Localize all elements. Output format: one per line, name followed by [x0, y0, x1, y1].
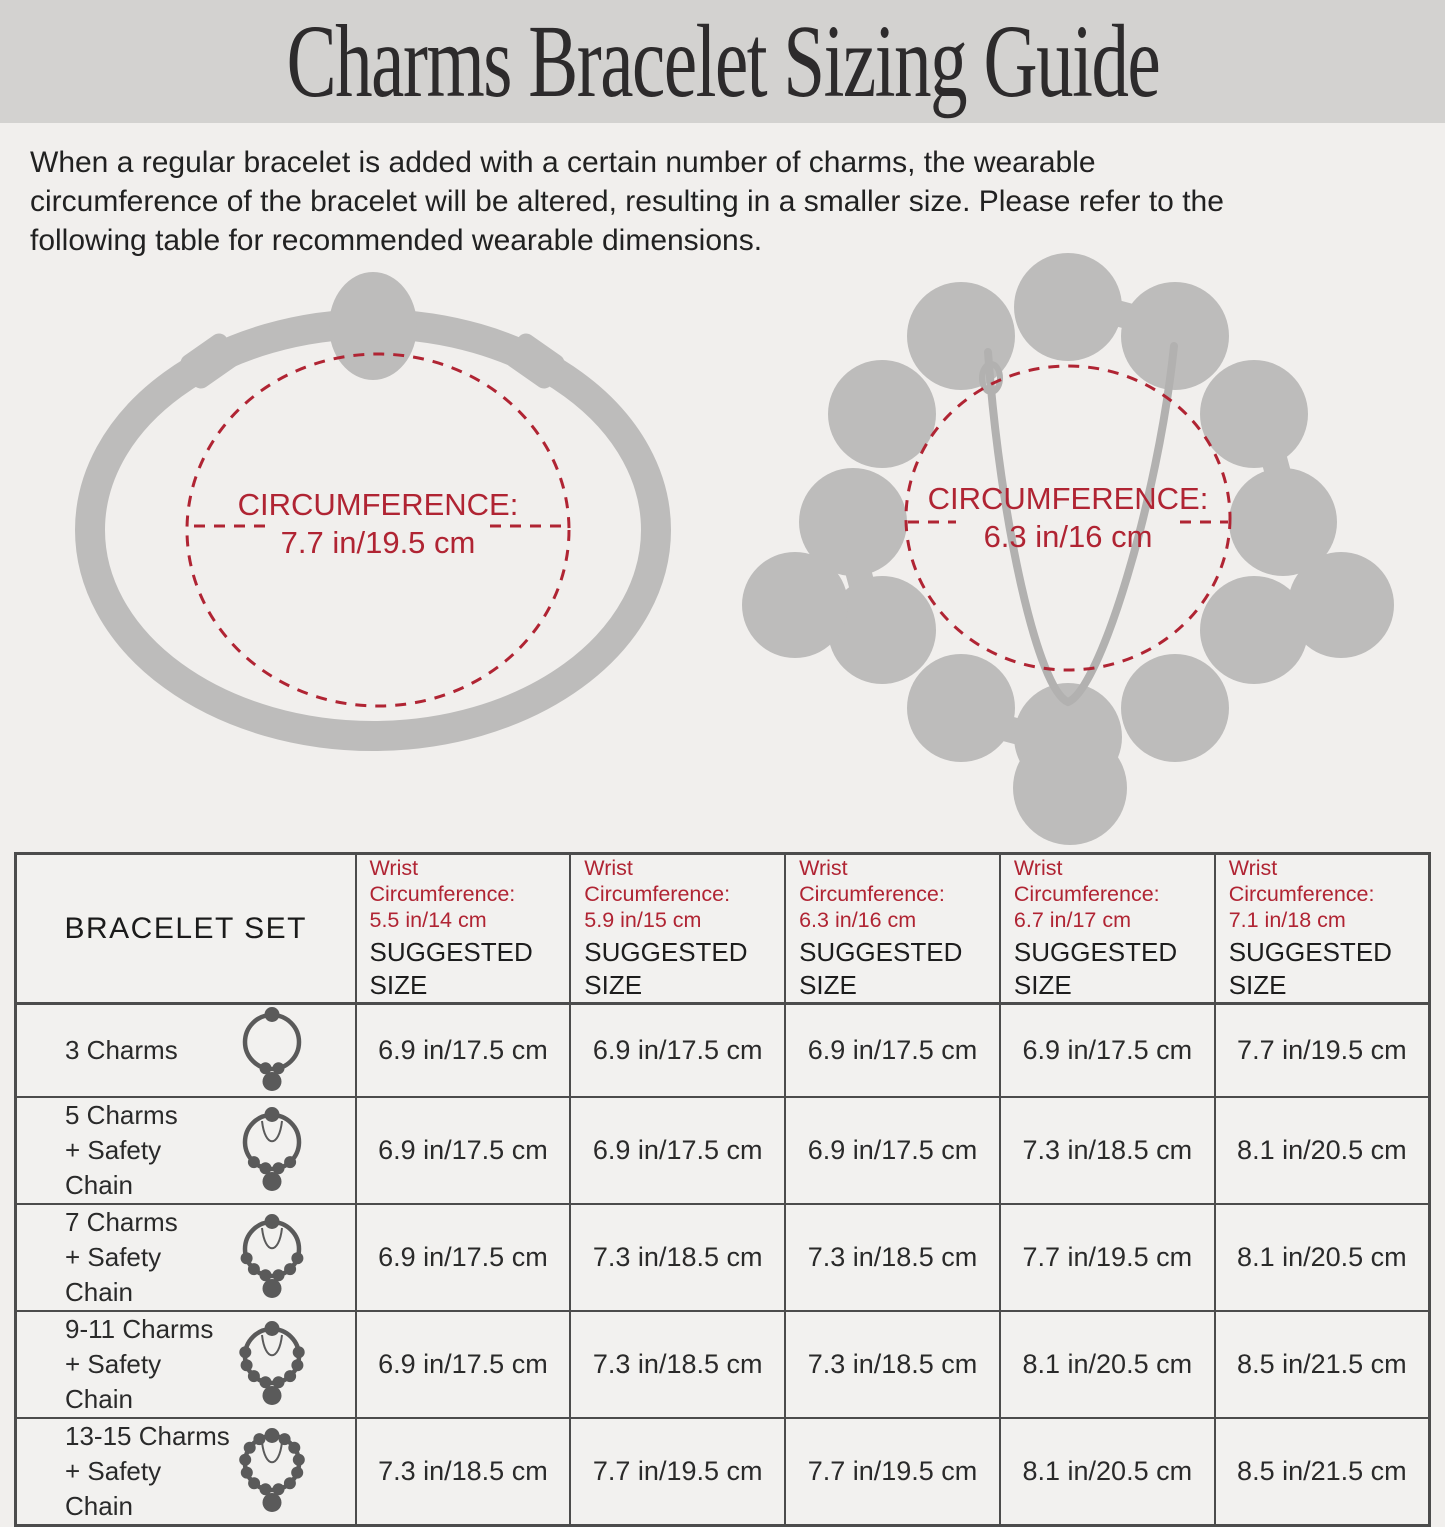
suggested-size-label: SUGGESTED SIZE	[1228, 937, 1392, 1000]
table-row	[16, 1097, 1430, 1204]
bracelet-set-label-line2: + Safety Chain	[65, 1455, 162, 1521]
table-header-row	[16, 854, 1430, 1004]
bracelet-clasp	[329, 272, 417, 380]
wrist-circumference-value: 6.7 in/17 cm	[1013, 908, 1132, 932]
intro-line: following table for recommended wearable dimensions.	[30, 224, 763, 257]
suggested-size-cell: 7.3 in/18.5 cm	[1000, 1097, 1215, 1204]
bracelet-set-label	[65, 1419, 233, 1524]
bracelet-set-label	[65, 1098, 233, 1203]
table-row	[16, 1418, 1430, 1526]
wrist-circumference-label: Wrist Circumference:	[1013, 856, 1160, 906]
suggested-size-cell: 6.9 in/17.5 cm	[356, 1204, 571, 1311]
suggested-size-cell: 6.9 in/17.5 cm	[356, 1004, 571, 1097]
circumference-label	[208, 486, 548, 562]
circumference-label-value: 6.3 in/16 cm	[983, 519, 1153, 554]
charm-bracelet-icon-art	[233, 1320, 311, 1408]
charm-bracelet-icon-art	[233, 1427, 311, 1515]
suggested-size-cell: 6.9 in/17.5 cm	[570, 1097, 785, 1204]
suggested-size-cell: 7.3 in/18.5 cm	[570, 1311, 785, 1418]
bracelet-set-label	[65, 1033, 178, 1068]
suggested-size-cell: 8.1 in/20.5 cm	[1000, 1311, 1215, 1418]
charm-bracelet-icon	[233, 1213, 311, 1301]
bracelet-set-label-line2: + Safety Chain	[65, 1241, 162, 1307]
wrist-column-header	[570, 854, 785, 1004]
illustrations	[0, 260, 1445, 852]
bracelet-set-label-line1: 5 Charms	[65, 1099, 178, 1130]
intro-line: circumference of the bracelet will be altered, resulting in a smaller size. Please refer to the	[30, 185, 1224, 218]
suggested-size-cell: 8.1 in/20.5 cm	[1000, 1418, 1215, 1526]
intro-line: When a regular bracelet is added with a certain number of charms, the wearable	[30, 146, 1096, 179]
wrist-circumference-label: Wrist Circumference:	[584, 856, 731, 906]
suggested-size-cell: 8.5 in/21.5 cm	[1215, 1311, 1430, 1418]
bracelet-set-label	[65, 1312, 233, 1417]
bracelet-set-label	[65, 1205, 233, 1310]
wrist-column-header	[1215, 854, 1430, 1004]
plain-bracelet-illustration	[58, 268, 678, 768]
bracelet-set-cell	[16, 1204, 356, 1311]
bracelet-set-label-line2: + Safety Chain	[65, 1134, 162, 1200]
charm-bracelet-icon-art	[233, 1006, 311, 1094]
suggested-size-cell: 6.9 in/17.5 cm	[1000, 1004, 1215, 1097]
suggested-size-cell: 7.7 in/19.5 cm	[1215, 1004, 1430, 1097]
bracelet-set-label-line1: 9-11 Charms	[65, 1313, 214, 1344]
suggested-size-cell: 7.7 in/19.5 cm	[785, 1418, 1000, 1526]
suggested-size-cell: 7.3 in/18.5 cm	[570, 1204, 785, 1311]
bracelet-set-cell	[16, 1097, 356, 1204]
bracelet-set-label-line1: 7 Charms	[65, 1206, 178, 1237]
table-row	[16, 1004, 1430, 1097]
suggested-size-cell: 7.7 in/19.5 cm	[1000, 1204, 1215, 1311]
suggested-size-label: SUGGESTED SIZE	[584, 937, 748, 1000]
suggested-size-cell: 7.3 in/18.5 cm	[785, 1204, 1000, 1311]
suggested-size-cell: 6.9 in/17.5 cm	[356, 1311, 571, 1418]
suggested-size-cell: 8.1 in/20.5 cm	[1215, 1204, 1430, 1311]
suggested-size-cell: 6.9 in/17.5 cm	[356, 1097, 571, 1204]
suggested-size-cell: 7.7 in/19.5 cm	[570, 1418, 785, 1526]
charm-bracelet-icon	[233, 1006, 311, 1094]
wrist-circumference-value: 5.9 in/15 cm	[584, 908, 702, 932]
suggested-size-cell: 7.3 in/18.5 cm	[785, 1311, 1000, 1418]
charm-bracelet-icon	[233, 1320, 311, 1408]
bracelet-set-label-line1: 13-15 Charms	[65, 1420, 230, 1451]
suggested-size-cell: 7.3 in/18.5 cm	[356, 1418, 571, 1526]
circumference-label-value: 7.7 in/19.5 cm	[280, 525, 476, 560]
wrist-circumference-label: Wrist Circumference:	[799, 856, 945, 906]
suggested-size-cell: 8.1 in/20.5 cm	[1215, 1097, 1430, 1204]
bracelet-set-cell	[16, 1004, 356, 1097]
circumference-label-title: CIRCUMFERENCE:	[237, 487, 519, 522]
wrist-circumference-label: Wrist Circumference:	[369, 856, 516, 906]
suggested-size-label: SUGGESTED SIZE	[369, 937, 533, 1000]
suggested-size-label: SUGGESTED SIZE	[1013, 937, 1178, 1000]
page-title: Charms Bracelet Sizing Guide	[286, 4, 1159, 119]
suggested-size-cell: 6.9 in/17.5 cm	[785, 1004, 1000, 1097]
header-banner	[0, 0, 1445, 123]
bracelet-set-label-line2: + Safety Chain	[65, 1348, 162, 1414]
charm-bracelet-icon	[233, 1106, 311, 1194]
wrist-column-header	[1000, 854, 1215, 1004]
circumference-label	[893, 480, 1243, 556]
bracelet-set-cell	[16, 1311, 356, 1418]
charm-bracelet-icon	[233, 1427, 311, 1515]
table-row	[16, 1311, 1430, 1418]
suggested-size-cell: 6.9 in/17.5 cm	[570, 1004, 785, 1097]
wrist-column-header	[785, 854, 1000, 1004]
suggested-size-cell: 8.5 in/21.5 cm	[1215, 1418, 1430, 1526]
bracelet-set-label-line1: 3 Charms	[65, 1034, 178, 1065]
wrist-circumference-value: 7.1 in/18 cm	[1228, 908, 1346, 932]
wrist-circumference-value: 6.3 in/16 cm	[799, 908, 917, 932]
sizing-table-wrap	[14, 852, 1431, 1527]
wrist-circumference-label: Wrist Circumference:	[1228, 856, 1375, 906]
bracelet-set-header: BRACELET SET	[16, 854, 356, 1004]
wrist-circumference-value: 5.5 in/14 cm	[369, 908, 487, 932]
table-row	[16, 1204, 1430, 1311]
circumference-label-title: CIRCUMFERENCE:	[927, 481, 1209, 516]
sizing-table	[14, 852, 1431, 1527]
suggested-size-label: SUGGESTED SIZE	[799, 937, 963, 1000]
bracelet-set-cell	[16, 1418, 356, 1526]
charm-bracelet-icon-art	[233, 1106, 311, 1194]
wrist-column-header	[356, 854, 571, 1004]
charm-bracelet-illustration	[738, 260, 1398, 845]
suggested-size-cell: 6.9 in/17.5 cm	[785, 1097, 1000, 1204]
charm-bracelet-icon-art	[233, 1213, 311, 1301]
intro-paragraph	[30, 143, 1415, 260]
